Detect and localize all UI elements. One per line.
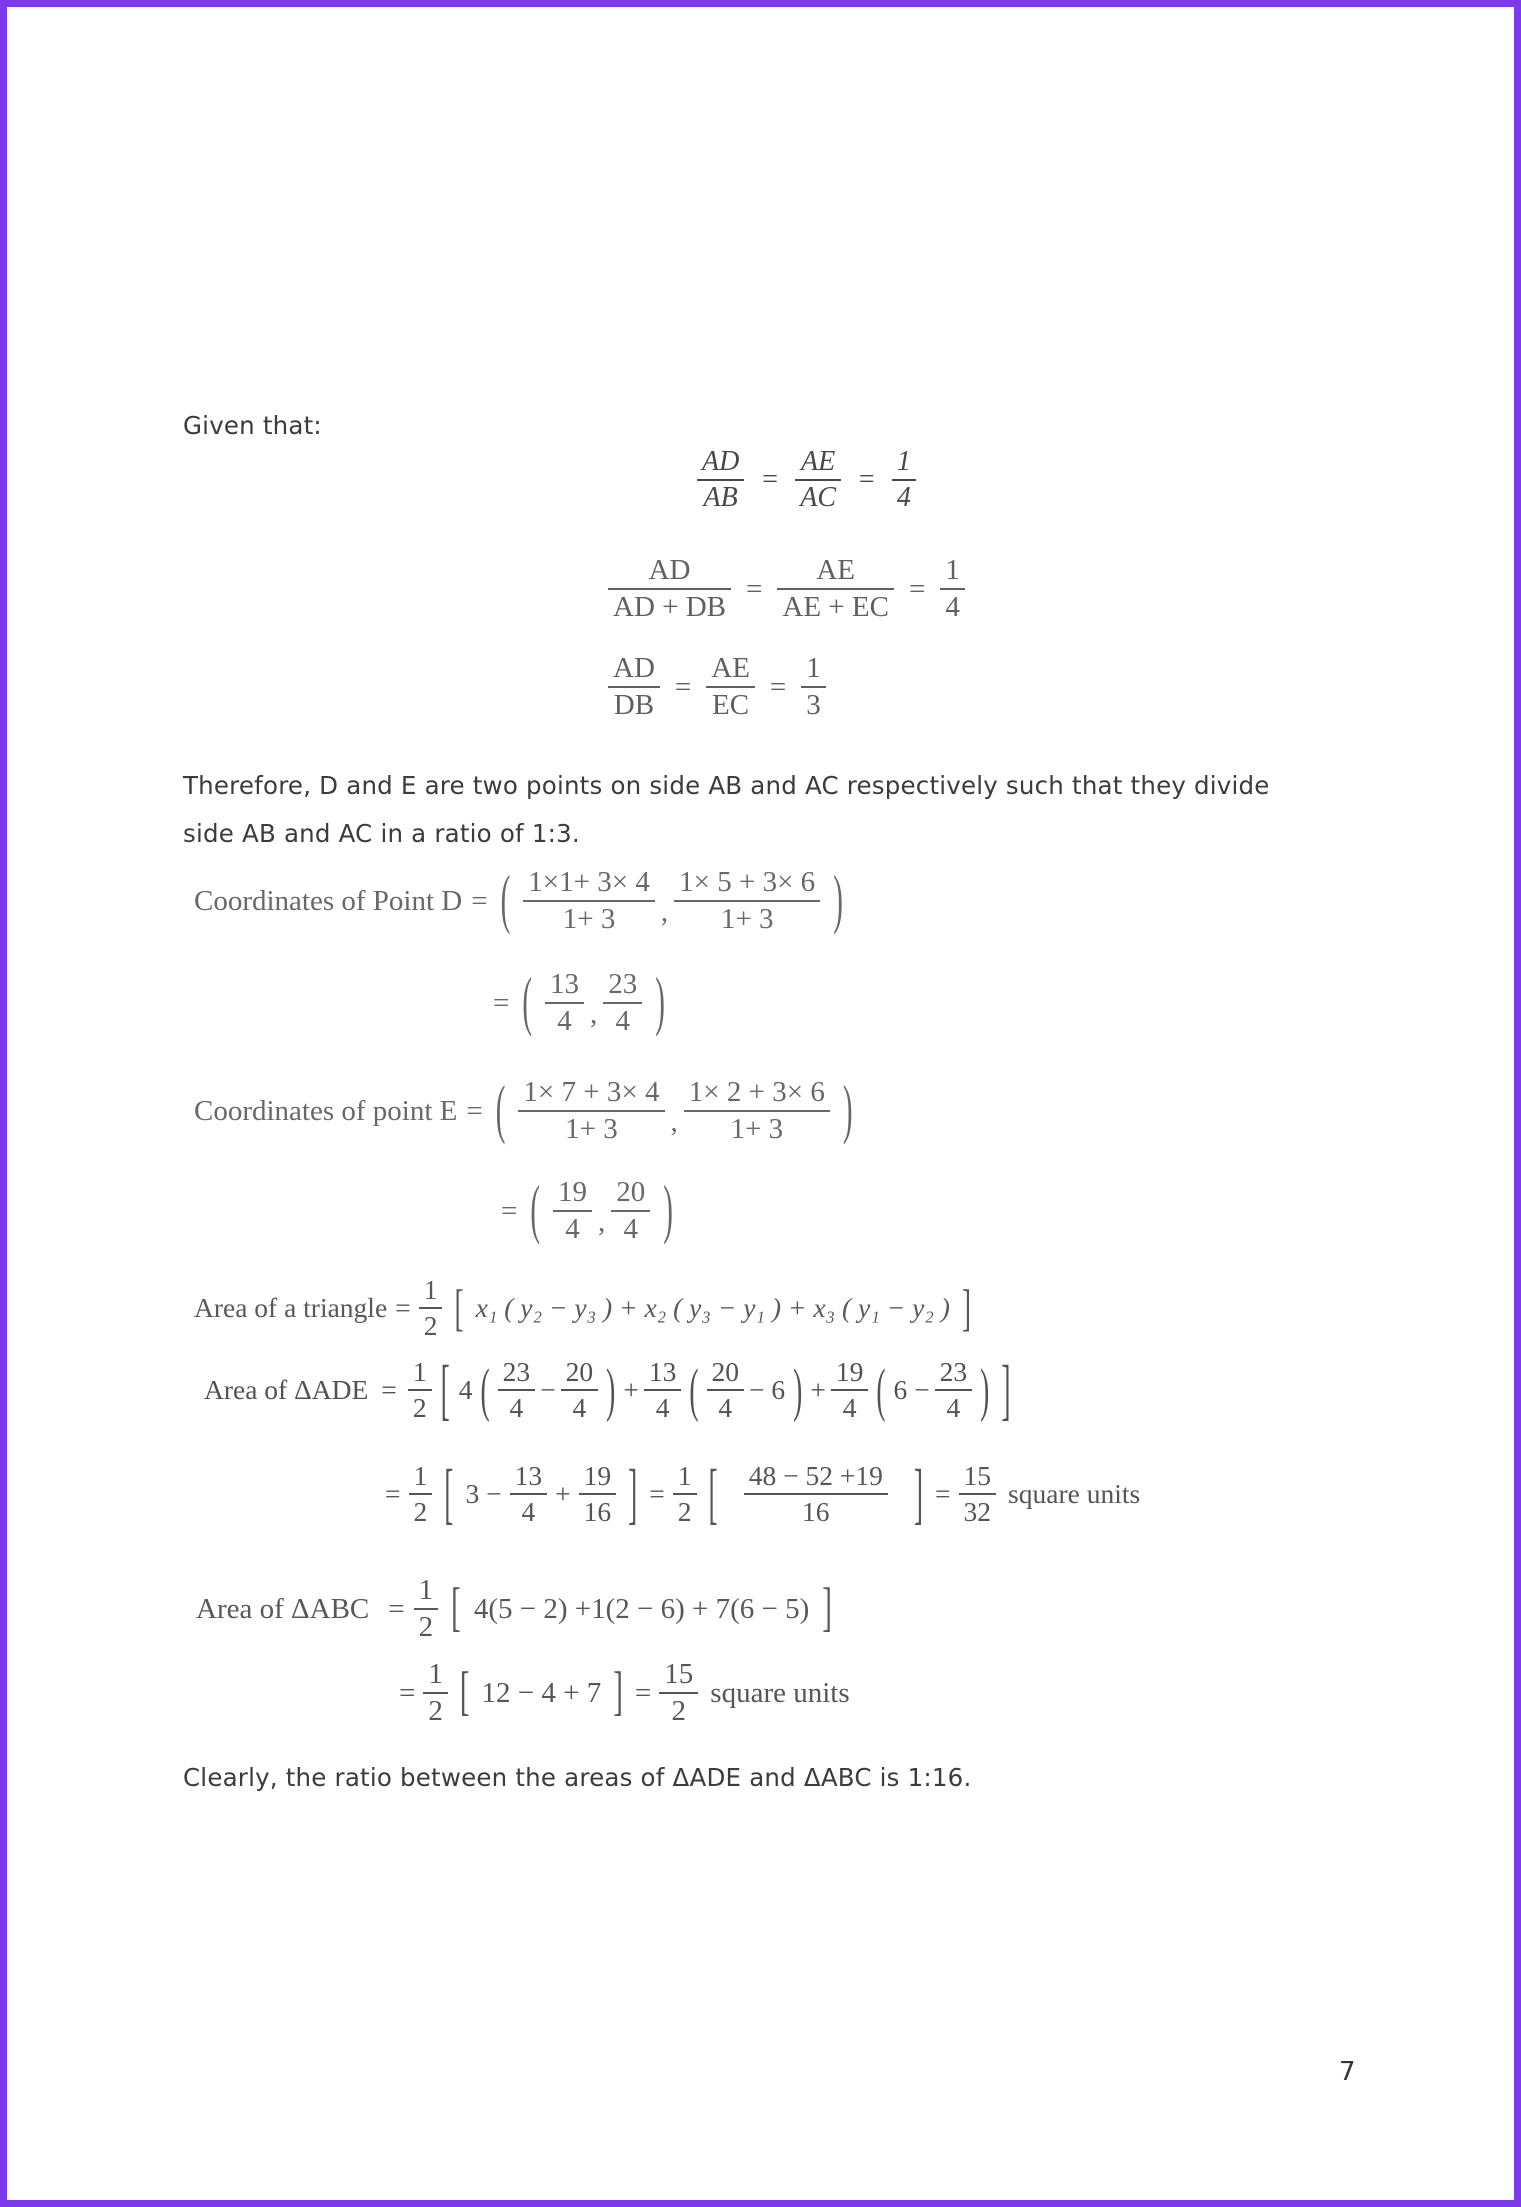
fraction-numerator: 1× 7 + 3× 4 <box>518 1075 664 1112</box>
fraction <box>561 1355 599 1424</box>
formula-ade-simplified <box>385 1454 1141 1531</box>
fraction-numerator: 1 <box>940 553 965 590</box>
fraction <box>498 1355 536 1424</box>
formula-area-ade <box>204 1350 1015 1427</box>
page-number: 7 <box>1339 2057 1356 2087</box>
fraction-numerator: 1 <box>423 1657 448 1694</box>
fraction-denominator: 4 <box>615 1005 631 1038</box>
right-paren: ) <box>833 864 843 937</box>
fraction-denominator: 4 <box>946 1391 961 1423</box>
fraction-ad-addb <box>608 553 731 626</box>
fraction-numerator: 23 <box>935 1355 973 1391</box>
fraction-denominator: 1+ 3 <box>730 1113 784 1146</box>
paragraph-line-2: side AB and AC in a ratio of 1:3. <box>183 819 580 848</box>
fraction-ae-ec <box>706 651 755 724</box>
formula-label: Area of ΔABC <box>196 1592 370 1625</box>
minus-six: − 6 <box>749 1373 786 1405</box>
fraction-one-half <box>409 1459 433 1528</box>
equals-sign: = <box>935 1477 951 1509</box>
left-bracket: [ <box>440 1350 450 1427</box>
formula-ratio-given <box>697 445 916 515</box>
formula-abc-simplified <box>399 1657 850 1730</box>
right-paren: ) <box>980 1355 990 1422</box>
fraction-x-coord <box>518 1075 664 1148</box>
fraction-numerator: 20 <box>707 1355 745 1391</box>
fraction-denominator: 16 <box>583 1495 612 1527</box>
fraction-denominator: 1+ 3 <box>565 1113 618 1146</box>
equals-sign: = <box>501 1194 518 1227</box>
fraction-numerator: 19 <box>553 1175 592 1212</box>
right-bracket: ] <box>628 1454 638 1531</box>
fraction <box>831 1355 869 1424</box>
fraction-one-fourth <box>892 445 916 515</box>
fraction-denominator: 16 <box>802 1495 830 1527</box>
formula-coordinates-point-d <box>194 865 847 938</box>
right-paren: ) <box>793 1355 803 1422</box>
left-bracket: [ <box>459 1662 470 1723</box>
right-bracket: ] <box>913 1454 924 1531</box>
left-bracket: [ <box>454 1277 464 1336</box>
fraction-denominator: 32 <box>963 1495 992 1527</box>
fraction-x-coord <box>553 1175 592 1248</box>
fraction-numerator: 15 <box>959 1459 997 1495</box>
fraction-numerator: 20 <box>561 1355 599 1391</box>
fraction-y-coord <box>674 865 820 938</box>
fraction-denominator: 2 <box>423 1309 438 1341</box>
fraction-denominator: 4 <box>945 591 960 624</box>
minus-sign: − <box>540 1373 556 1405</box>
fraction-one-fourth <box>940 553 965 626</box>
fraction-numerator: AD <box>697 445 744 481</box>
fraction-numerator: 1× 5 + 3× 6 <box>674 865 820 902</box>
fraction-numerator: 1 <box>414 1573 439 1610</box>
given-that-text: Given that: <box>183 411 322 440</box>
fraction-ad-db <box>608 651 660 724</box>
right-paren: ) <box>842 1074 853 1147</box>
units-label: square units <box>1008 1477 1141 1509</box>
fraction-denominator: 4 <box>509 1391 524 1423</box>
equals-sign: = <box>388 1592 405 1625</box>
fraction-numerator: 20 <box>611 1175 650 1212</box>
comma-separator: , <box>590 997 598 1030</box>
fraction-numerator: AE <box>706 651 755 688</box>
fraction-numerator: AE <box>795 445 841 481</box>
left-paren: ( <box>876 1355 886 1422</box>
plus-sign: + <box>810 1373 826 1405</box>
fraction-numerator: 13 <box>644 1355 682 1391</box>
fraction-numerator: 13 <box>545 967 584 1004</box>
comma-separator: , <box>660 895 669 928</box>
right-paren: ) <box>655 966 665 1039</box>
fraction-numerator: 13 <box>510 1459 548 1495</box>
formula-point-d-result <box>493 967 669 1040</box>
right-bracket: ] <box>822 1578 832 1639</box>
abc-area-expression: 4(5 − 2) +1(2 − 6) + 7(6 − 5) <box>473 1592 810 1625</box>
fraction-denominator: AC <box>800 482 837 514</box>
right-bracket: ] <box>1001 1350 1011 1427</box>
equals-sign: = <box>908 572 926 605</box>
equals-sign: = <box>634 1676 652 1709</box>
fraction-result <box>959 1459 997 1528</box>
conclusion-text: Clearly, the ratio between the areas of ΔADE and ΔABC is 1:16. <box>183 1763 972 1792</box>
fraction <box>744 1459 888 1528</box>
fraction-y-coord <box>684 1075 830 1148</box>
fraction-numerator: 1 <box>892 445 916 481</box>
left-bracket: [ <box>444 1454 454 1531</box>
fraction-numerator: 23 <box>498 1355 536 1391</box>
fraction-numerator: AD <box>608 553 731 590</box>
fraction-denominator: 4 <box>718 1391 733 1423</box>
fraction-x-coord <box>523 865 655 938</box>
fraction-numerator: 19 <box>831 1355 869 1391</box>
equals-sign: = <box>381 1373 397 1405</box>
right-bracket: ] <box>613 1662 623 1723</box>
fraction-denominator: 4 <box>572 1391 587 1423</box>
fraction-ae-ac <box>795 445 841 515</box>
comma-separator: , <box>670 1105 678 1138</box>
fraction-one-half <box>408 1355 432 1424</box>
fraction-numerator: 23 <box>603 967 642 1004</box>
fraction-denominator: 4 <box>655 1391 670 1423</box>
fraction-denominator: 2 <box>428 1695 443 1728</box>
fraction-denominator: 2 <box>418 1611 434 1644</box>
equals-sign: = <box>395 1291 411 1323</box>
fraction-numerator: 15 <box>659 1657 698 1694</box>
fraction-denominator: 4 <box>521 1495 536 1527</box>
fraction-denominator: 2 <box>677 1495 692 1527</box>
left-paren: ( <box>530 1174 541 1247</box>
fraction-numerator: 1×1+ 3× 4 <box>523 865 655 902</box>
left-paren: ( <box>689 1355 699 1422</box>
fraction-one-half <box>414 1573 439 1646</box>
formula-point-e-result <box>501 1175 677 1248</box>
fraction-y-coord <box>611 1175 650 1248</box>
coefficient: 4 <box>458 1373 473 1405</box>
fraction-one-half <box>419 1273 443 1342</box>
equals-sign: = <box>385 1477 401 1509</box>
fraction-numerator: 1 <box>673 1459 697 1495</box>
fraction-denominator: 4 <box>842 1391 857 1423</box>
fraction-numerator: 1 <box>409 1459 433 1495</box>
formula-label: Area of ΔADE <box>204 1373 369 1405</box>
fraction <box>935 1355 973 1424</box>
fraction <box>644 1355 682 1424</box>
units-label: square units <box>710 1676 850 1709</box>
fraction-numerator: AD <box>608 651 660 688</box>
fraction-denominator: 2 <box>671 1695 687 1728</box>
triangle-area-expression: x₁ ( y₂ − y₃ ) + x₂ ( y₃ − y₁ ) + x₃ ( y₁ − y₂ ) <box>475 1291 950 1323</box>
three-minus: 3 − <box>465 1477 502 1509</box>
equals-sign: = <box>466 1094 483 1127</box>
fraction-denominator: 4 <box>565 1213 580 1246</box>
fraction-denominator: EC <box>712 689 750 722</box>
formula-ratio-reduced <box>608 651 826 724</box>
formula-label: Coordinates of point E <box>194 1094 458 1127</box>
left-paren: ( <box>480 1355 490 1422</box>
left-paren: ( <box>522 966 533 1039</box>
plus-sign: + <box>623 1373 639 1405</box>
formula-area-abc <box>196 1573 836 1646</box>
fraction-ae-aeec <box>777 553 894 626</box>
fraction-ad-ab <box>697 445 744 515</box>
left-paren: ( <box>495 1074 506 1147</box>
left-bracket: [ <box>708 1454 718 1531</box>
paragraph-line-1: Therefore, D and E are two points on side AB and AC respectively such that they divide <box>183 771 1270 800</box>
fraction <box>510 1459 548 1528</box>
formula-ratio-expanded <box>608 553 965 626</box>
fraction-denominator: 4 <box>896 482 911 514</box>
equals-sign: = <box>471 884 488 917</box>
fraction-x-coord <box>545 967 584 1040</box>
left-bracket: [ <box>451 1578 461 1639</box>
equals-sign: = <box>857 464 876 496</box>
fraction <box>579 1459 617 1528</box>
fraction-denominator: 4 <box>623 1213 639 1246</box>
fraction-denominator: AB <box>703 482 738 514</box>
equals-sign: = <box>399 1676 416 1709</box>
abc-simplified-expression: 12 − 4 + 7 <box>481 1676 602 1709</box>
formula-coordinates-point-e <box>194 1075 857 1148</box>
fraction-denominator: DB <box>613 689 655 722</box>
fraction-numerator: 19 <box>579 1459 617 1495</box>
fraction-denominator: AD + DB <box>613 591 727 624</box>
right-paren: ) <box>663 1174 673 1247</box>
fraction-y-coord <box>603 967 642 1040</box>
plus-sign: + <box>555 1477 571 1509</box>
equals-sign: = <box>746 572 763 605</box>
fraction-result <box>659 1657 698 1730</box>
fraction-one-half <box>673 1459 697 1528</box>
right-paren: ) <box>606 1355 616 1422</box>
six-minus: 6 − <box>893 1373 930 1405</box>
fraction-numerator: 1× 2 + 3× 6 <box>684 1075 830 1112</box>
fraction-denominator: 2 <box>413 1495 428 1527</box>
formula-label: Coordinates of Point D <box>194 884 463 917</box>
fraction-denominator: AE + EC <box>782 591 889 624</box>
equals-sign: = <box>649 1477 665 1509</box>
formula-label: Area of a triangle <box>194 1291 388 1323</box>
equals-sign: = <box>769 670 787 703</box>
left-paren: ( <box>500 864 511 937</box>
fraction-one-third <box>801 651 826 724</box>
fraction-numerator: 1 <box>419 1273 443 1309</box>
fraction-numerator: 1 <box>801 651 826 688</box>
fraction-one-half <box>423 1657 448 1730</box>
fraction-denominator: 2 <box>412 1391 427 1423</box>
equals-sign: = <box>674 670 692 703</box>
right-bracket: ] <box>961 1277 972 1336</box>
fraction-numerator: AE <box>777 553 894 590</box>
fraction-numerator: 1 <box>408 1355 432 1391</box>
equals-sign: = <box>493 986 510 1019</box>
fraction-denominator: 1+ 3 <box>562 903 616 936</box>
fraction-numerator: 48 − 52 +19 <box>744 1459 888 1495</box>
fraction-denominator: 3 <box>806 689 821 722</box>
fraction-denominator: 1+ 3 <box>720 903 774 936</box>
formula-area-of-triangle <box>194 1273 975 1342</box>
equals-sign: = <box>760 464 780 496</box>
comma-separator: , <box>598 1205 606 1238</box>
fraction <box>707 1355 745 1424</box>
fraction-denominator: 4 <box>557 1005 572 1038</box>
